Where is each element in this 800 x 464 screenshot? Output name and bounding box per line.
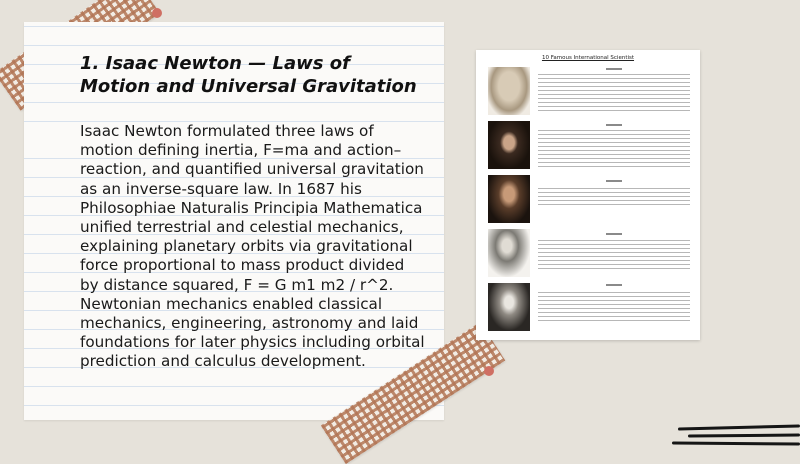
brush-stroke: [678, 424, 800, 430]
section-heading-mark: [536, 124, 692, 128]
text-lines: [538, 240, 690, 270]
text-lines: [538, 74, 690, 114]
text-lines: [538, 130, 690, 170]
section-heading-mark: [536, 180, 692, 184]
portrait-image: [488, 175, 530, 223]
text-lines: [538, 188, 690, 208]
tape-tip-top: [152, 8, 162, 18]
scientists-document-thumbnail: [476, 50, 700, 340]
text-lines: [538, 292, 690, 324]
portrait-image: [488, 121, 530, 169]
tape-tip-bottom: [484, 366, 494, 376]
portrait-image: [488, 283, 530, 331]
section-heading-mark: [536, 284, 692, 288]
section-heading-mark: [536, 233, 692, 237]
note-paper: [24, 22, 444, 420]
slide-title: 1. Isaac Newton — Laws of Motion and Universal Gravitation: [80, 53, 417, 97]
portrait-image: [488, 67, 530, 115]
portrait-image: [488, 229, 530, 277]
slide-body-text: Isaac Newton formulated three laws of motion defining inertia, F=ma and action–reaction, and quantified universal gravitation as an inverse-square law. In 1687 his Philosophiae Naturalis Principia Mathematica unified terrestrial and celestial mechanics, explaining planetary orbits via gravitational force proportional to mass product divided by distance squared, F = G m1 m2 / r^2. Newtonian mechanics enabled classical mechanics, engineering, astronomy and laid foundations for later physics including orbital prediction and calculus development.: [80, 122, 425, 371]
brush-stroke: [672, 441, 800, 445]
document-title: 10 Famous International Scientist: [541, 55, 635, 61]
section-heading-mark: [536, 68, 692, 72]
brush-stroke: [688, 434, 800, 438]
